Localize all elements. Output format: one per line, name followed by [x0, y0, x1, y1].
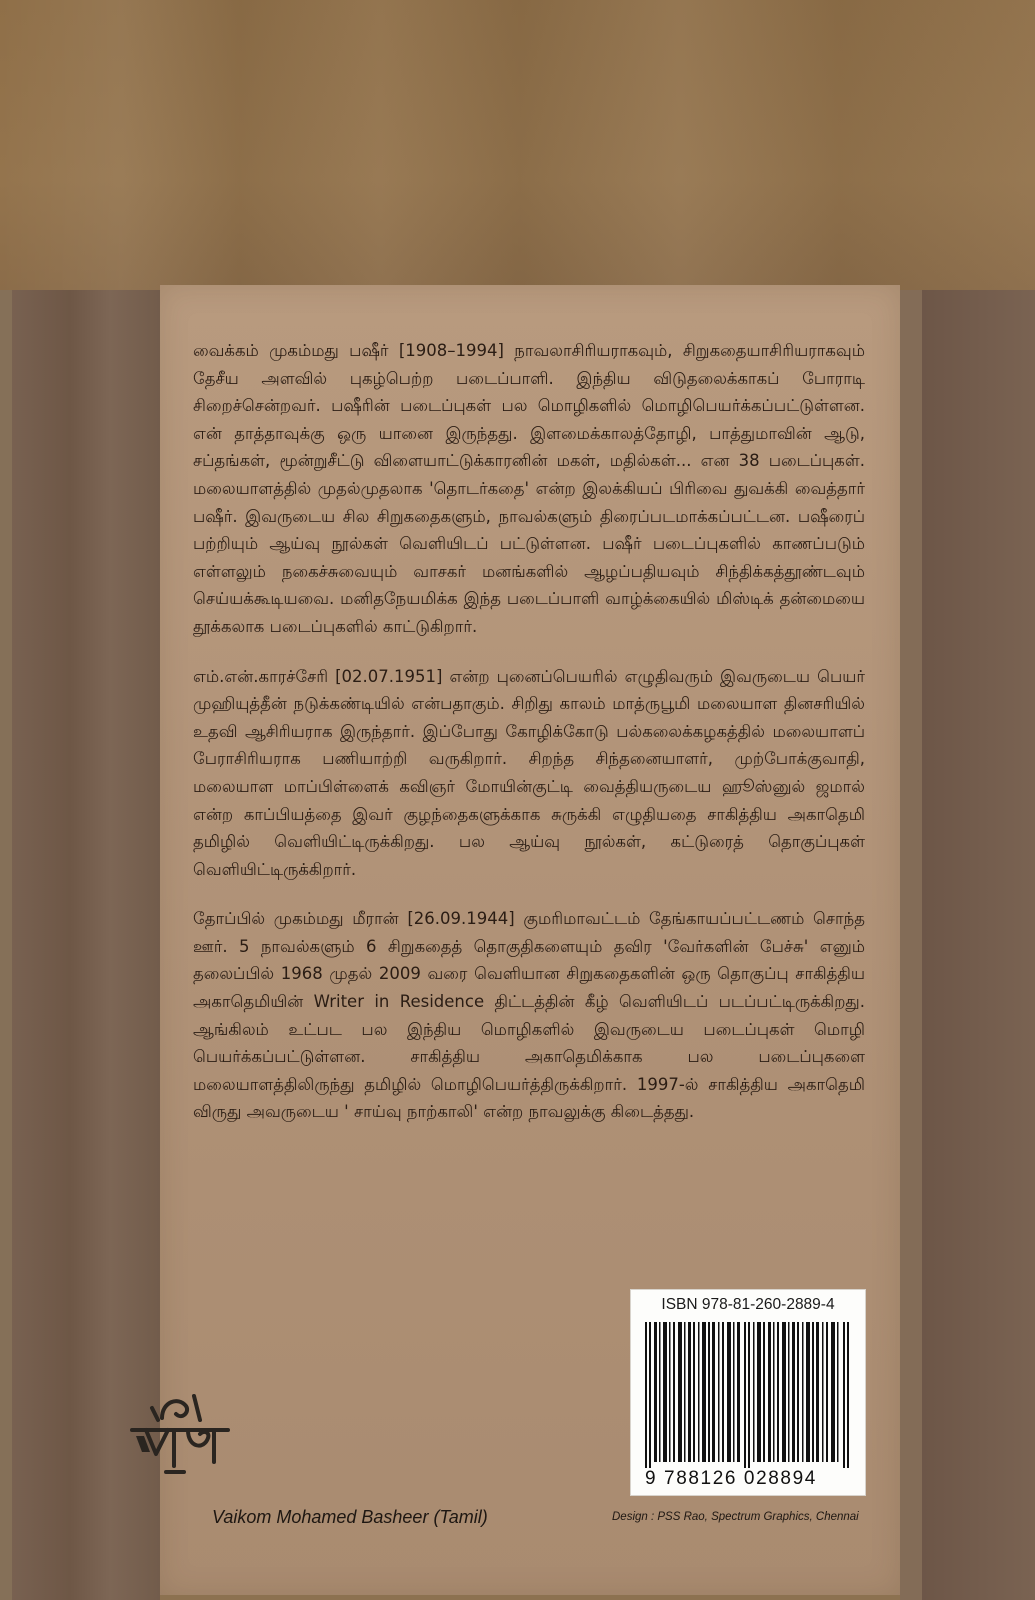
top-texture-band: [0, 0, 1035, 290]
sahitya-akademi-logo-icon: [128, 1388, 232, 1478]
translator-bio-paragraph: எம்.என்.காரச்சேரி [02.07.1951] என்ற புனைப்பெயரில் எழுதிவரும் இவருடைய பெயர் முஹியுத்தீன் நடுக்கண்டியில் என்பதாகும். சிறிது காலம் மாத்ருபூமி மலையாள தினசரியில் உதவி ஆசிரியராக இருந்தார். இப்போது கோழிக்கோடு பல்கலைக்கழகத்தில் மலையாளப் பேராசிரியராக பணியாற்றி வருகிறார். சிறந்த சிந்தனையாளர், முற்போக்குவாதி, மலையாள மாப்பிள்ளைக் கவிஞர் மோயின்குட்டி வைத்தியருடைய ஹூஸ்னுல் ஜமால் என்ற காப்பியத்தை இவர் குழந்தைகளுக்காக சுருக்கி எழுதியதை சாகித்திய அகாதெமி தமிழில் வெளியிட்டிருக்கிறது. பல ஆய்வு நூல்கள், கட்டுரைத் தொகுப்புகள் வெளியிட்டிருக்கிறார்.: [193, 666, 865, 879]
blurb-text: [193, 337, 865, 1148]
book-title: Vaikom Mohamed Basheer (Tamil): [212, 1507, 488, 1527]
left-edge-strip: [0, 290, 12, 1600]
design-credit: Design : PSS Rao, Spectrum Graphics, Chennai: [612, 1511, 859, 1523]
isbn-label: ISBN 978-81-260-2889-4: [661, 1296, 835, 1313]
barcode-icon: [645, 1322, 851, 1468]
right-border-column: [900, 290, 1035, 1600]
isbn-barcode-box: [630, 1289, 866, 1496]
barcode-digits: 9 788126 028894: [645, 1468, 817, 1489]
author-bio-paragraph: வைக்கம் முகம்மது பஷீர் [1908–1994] நாவலாசிரியராகவும், சிறுகதையாசிரியராகவும் தேசீய அளவில் புகழ்பெற்ற படைப்பாளி. இந்திய விடுதலைக்காகப் போராடி சிறைச்சென்றவர். பஷீரின் படைப்புகள் பல மொழிகளில் மொழிபெயர்க்கப்பட்டுள்ளன. என் தாத்தாவுக்கு ஒரு யானை இருந்தது. இளமைக்காலத்தோழி, பாத்துமாவின் ஆடு, சப்தங்கள், மூன்றுசீட்டு விளையாட்டுக்காரனின் மகள், மதில்கள்... என 38 படைப்புகள். மலையாளத்தில் முதல்முதலாக 'தொடர்கதை' என்ற இலக்கியப் பிரிவை துவக்கி வைத்தார் பஷீர். இவருடைய சில சிறுகதைகளும், நாவல்களும் திரைப்படமாக்கப்பட்டன. பஷீரைப் பற்றியும் ஆய்வு நூல்கள் வெளியிடப் பட்டுள்ளன. பஷீர் படைப்புகளில் காணப்படும் எள்ளலும் நகைச்சுவையும் வாசகர் மனங்களில் ஆழப்பதியவும் சிந்திக்கத்தூண்டவும் செய்யக்கூடியவை. மனிதநேயமிக்க இந்த படைப்பாளி வாழ்க்கையில் மிஸ்டிக் தன்மையை தூக்கலாக படைப்புகளில் காட்டுகிறார்.: [193, 341, 865, 636]
tamil-translator-bio-paragraph: தோப்பில் முகம்மது மீரான் [26.09.1944] குமரிமாவட்டம் தேங்காயப்பட்டணம் சொந்த ஊர். 5 நாவல்களும் 6 சிறுகதைத் தொகுதிகளையும் தவிர 'வேர்களின் பேச்சு' எனும் தலைப்பில் 1968 முதல் 2009 வரை வெளியான சிறுகதைகளின் ஒரு தொகுப்பு சாகித்திய அகாதெமியின் Writer in Residence திட்டத்தின் கீழ் வெளியிடப் படப்பட்டிருக்கிறது. ஆங்கிலம் உட்பட பல இந்திய மொழிகளில் இவருடைய படைப்புகள் மொழி பெயர்க்கப்பட்டுள்ளன. சாகித்திய அகாதெமிக்காக பல படைப்புகளை மலையாளத்திலிருந்து தமிழில் மொழிபெயர்த்திருக்கிறார். 1997-ல் சாகித்திய அகாதெமி விருது அவருடைய ' சாய்வு நாற்காலி' என்ற நாவலுக்கு கிடைத்தது.: [193, 909, 865, 1122]
right-edge-strip: [900, 290, 922, 1600]
